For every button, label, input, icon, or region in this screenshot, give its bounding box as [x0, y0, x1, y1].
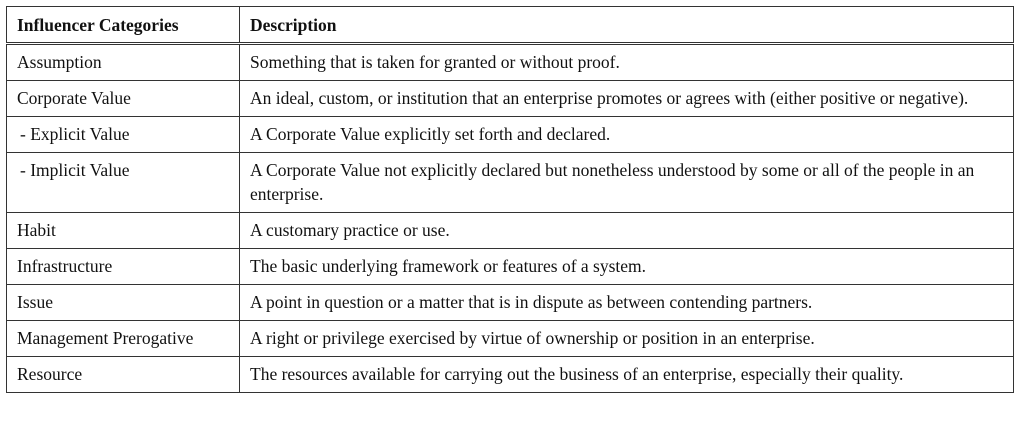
description-cell: A point in question or a matter that is in dispute as between contending partners.: [240, 285, 1014, 321]
category-cell: - Implicit Value: [7, 153, 240, 213]
category-cell: Assumption: [7, 44, 240, 81]
table-row: [7, 153, 1014, 213]
category-cell: Resource: [7, 357, 240, 393]
table-row: [7, 213, 1014, 249]
table-header-row: [7, 7, 1014, 44]
description-cell: A Corporate Value explicitly set forth and declared.: [240, 117, 1014, 153]
category-cell: Habit: [7, 213, 240, 249]
description-cell: A Corporate Value not explicitly declared but nonetheless understood by some or all of the people in an enterprise.: [240, 153, 1014, 213]
table-row: [7, 249, 1014, 285]
description-cell: A customary practice or use.: [240, 213, 1014, 249]
category-cell: Issue: [7, 285, 240, 321]
table-row: [7, 117, 1014, 153]
table-row: [7, 44, 1014, 81]
table-row: [7, 321, 1014, 357]
table-row: [7, 357, 1014, 393]
category-cell: Management Prerogative: [7, 321, 240, 357]
category-cell: Corporate Value: [7, 81, 240, 117]
category-cell: - Explicit Value: [7, 117, 240, 153]
table-row: [7, 285, 1014, 321]
description-cell: A right or privilege exercised by virtue of ownership or position in an enterprise.: [240, 321, 1014, 357]
description-cell: An ideal, custom, or institution that an enterprise promotes or agrees with (either positive or negative).: [240, 81, 1014, 117]
description-cell: Something that is taken for granted or without proof.: [240, 44, 1014, 81]
influencer-categories-table: [6, 6, 1014, 393]
table-row: [7, 81, 1014, 117]
category-cell: Infrastructure: [7, 249, 240, 285]
header-description: Description: [240, 7, 1014, 44]
description-cell: The resources available for carrying out the business of an enterprise, especially their quality.: [240, 357, 1014, 393]
description-cell: The basic underlying framework or features of a system.: [240, 249, 1014, 285]
influencer-table-container: [6, 6, 1014, 393]
header-influencer-categories: Influencer Categories: [7, 7, 240, 44]
